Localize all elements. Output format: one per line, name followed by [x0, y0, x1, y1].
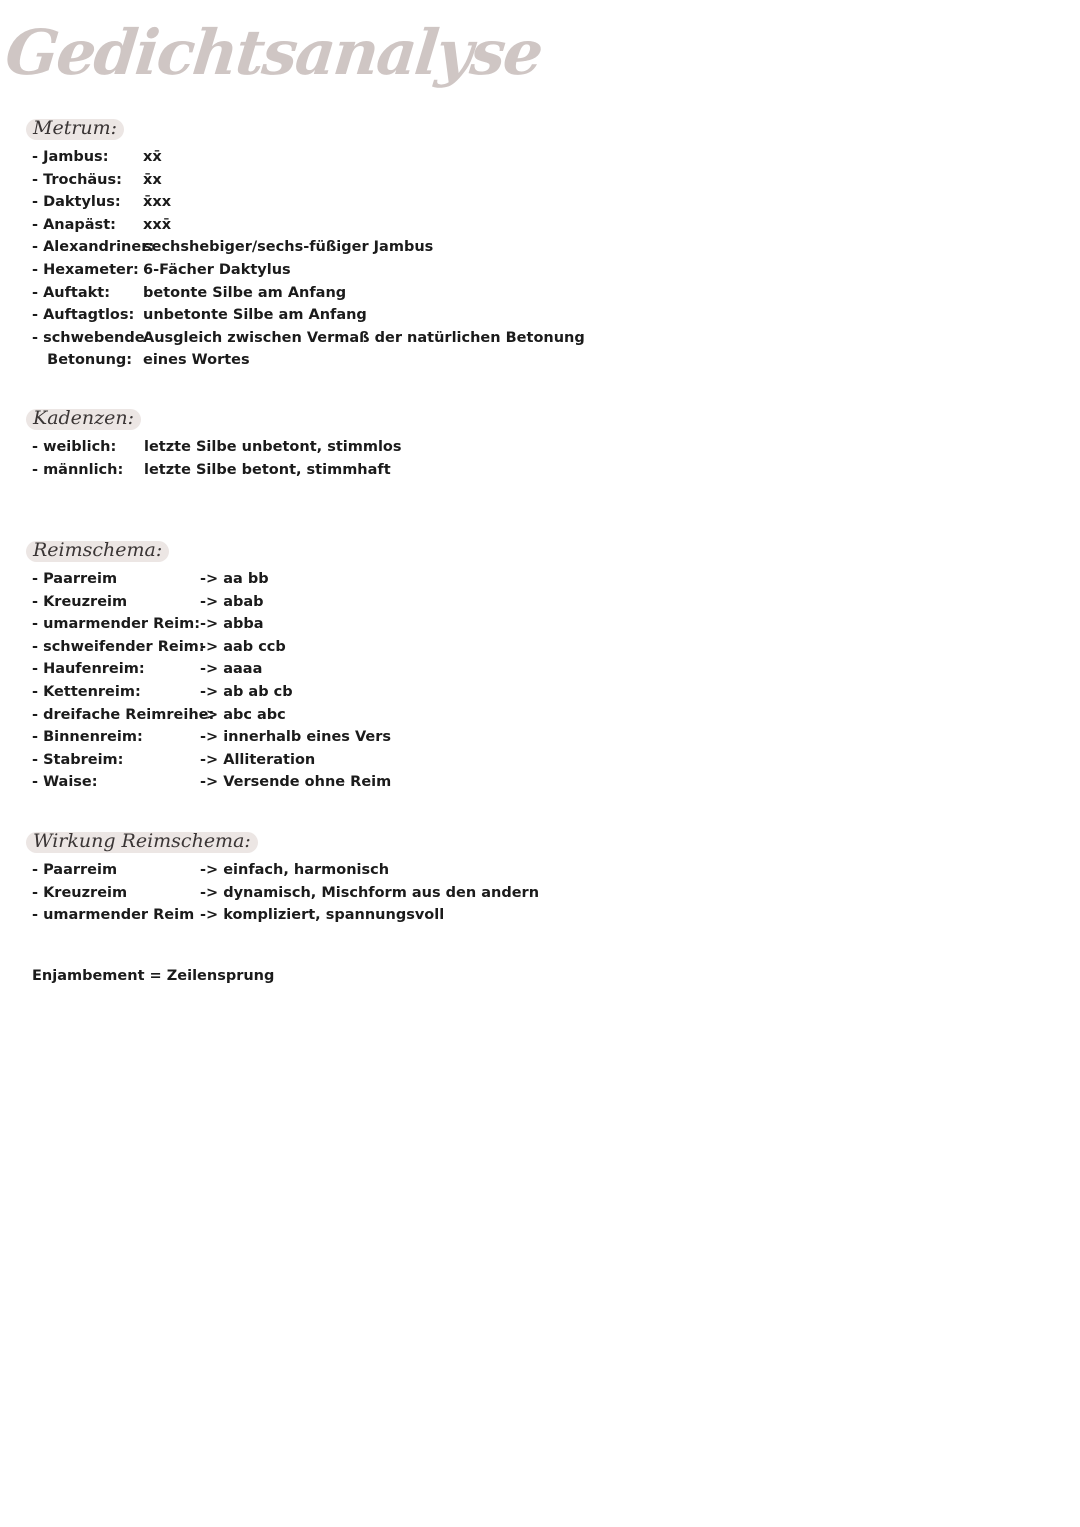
term-definition: unbetonte Silbe am Anfang [143, 307, 367, 324]
section-kadenzen [32, 404, 402, 481]
definition-row [32, 169, 585, 192]
definition-list [32, 859, 539, 927]
term-label: - Jambus: [32, 149, 109, 165]
definition-list [32, 436, 402, 481]
section-heading: Reimschema: [26, 536, 169, 564]
definition-row [32, 259, 585, 282]
term-definition: sechshebiger/sechs-füßiger Jambus [143, 239, 434, 256]
definition-row [32, 613, 391, 636]
definition-row [32, 904, 539, 927]
section-heading: Wirkung Reimschema: [26, 827, 258, 855]
page-title: Gedichtsanalyse [2, 16, 545, 89]
definition-row [32, 146, 585, 169]
term-label: - Trochäus: [32, 171, 122, 188]
definition-row [32, 327, 585, 350]
term-definition: xx̄ [143, 149, 162, 165]
section-heading: Metrum: [26, 114, 124, 142]
term-label: - Stabreim: [32, 751, 124, 768]
term-label: - Kettenreim: [32, 683, 141, 700]
term-definition: letzte Silbe unbetont, stimmlos [144, 439, 402, 455]
term-definition: eines Wortes [143, 352, 250, 369]
term-label: - Alexandriner: [32, 239, 155, 256]
term-definition: -> ab ab cb [200, 683, 293, 700]
term-definition: -> aa bb [200, 571, 269, 587]
term-label: - Kreuzreim [32, 884, 128, 901]
term-label: - männlich: [32, 461, 124, 478]
term-definition: betonte Silbe am Anfang [143, 284, 347, 301]
term-label: - umarmender Reim: [32, 616, 200, 633]
definition-row [32, 282, 585, 305]
term-label: - umarmender Reim [32, 907, 195, 924]
term-definition: -> abc abc [200, 706, 286, 723]
term-definition: Ausgleich zwischen Vermaß der natürlichen Betonung [143, 329, 585, 346]
term-definition: -> abab [200, 593, 264, 610]
term-label: - schwebende [32, 329, 145, 346]
definition-row [32, 214, 585, 237]
term-definition: -> Versende ohne Reim [200, 774, 392, 791]
term-label: - Haufenreim: [32, 661, 145, 678]
definition-list [32, 568, 391, 794]
section-heading: Kadenzen: [26, 404, 141, 432]
term-definition: x̄x [143, 171, 162, 188]
term-label: - Binnenreim: [32, 729, 143, 746]
term-label: - Anapäst: [32, 216, 116, 233]
definition-row [32, 636, 391, 659]
term-label: - Paarreim [32, 862, 118, 878]
section-metrum [32, 114, 585, 372]
term-definition: -> innerhalb eines Vers [200, 729, 392, 746]
section-reimschema [32, 536, 391, 794]
term-label: - Daktylus: [32, 194, 121, 211]
definition-row [32, 681, 391, 704]
definition-row [32, 349, 585, 372]
definition-row [32, 658, 391, 681]
section-wirkung-reimschema [32, 827, 539, 927]
definition-row [32, 726, 391, 749]
term-definition: 6-Fächer Daktylus [143, 261, 291, 278]
term-label: - Auftakt: [32, 284, 111, 301]
enjambement-note: Enjambement = Zeilensprung [32, 968, 275, 984]
term-label: - Waise: [32, 774, 98, 791]
term-definition: -> Alliteration [200, 751, 316, 768]
definition-row [32, 749, 391, 772]
term-definition: letzte Silbe betont, stimmhaft [144, 461, 391, 478]
term-definition: xxx̄ [143, 216, 172, 233]
definition-row [32, 304, 585, 327]
term-label: - Kreuzreim [32, 593, 128, 610]
term-definition: -> abba [200, 616, 264, 633]
term-definition: -> dynamisch, Mischform aus den andern [200, 884, 540, 901]
definition-row [32, 436, 402, 459]
term-label: - Auftagtlos: [32, 307, 135, 324]
term-label: - dreifache Reimreihe: [32, 706, 215, 723]
definition-row [32, 591, 391, 614]
definition-row [32, 771, 391, 794]
term-label: - schweifender Reim: [32, 638, 205, 655]
term-label: - weiblich: [32, 439, 117, 455]
definition-row [32, 704, 391, 727]
term-label: Betonung: [32, 352, 133, 369]
definition-row [32, 191, 585, 214]
term-definition: -> aaaa [200, 661, 263, 678]
definition-row [32, 568, 391, 591]
term-definition: -> einfach, harmonisch [200, 862, 390, 878]
term-label: - Hexameter: [32, 261, 139, 278]
term-definition: -> aab ccb [200, 638, 286, 655]
definition-row [32, 882, 539, 905]
term-definition: -> kompliziert, spannungsvoll [200, 907, 445, 924]
definition-row [32, 236, 585, 259]
definition-row [32, 459, 402, 482]
term-label: - Paarreim [32, 571, 118, 587]
definition-row [32, 859, 539, 882]
definition-list [32, 146, 585, 372]
term-definition: x̄xx [143, 194, 172, 211]
